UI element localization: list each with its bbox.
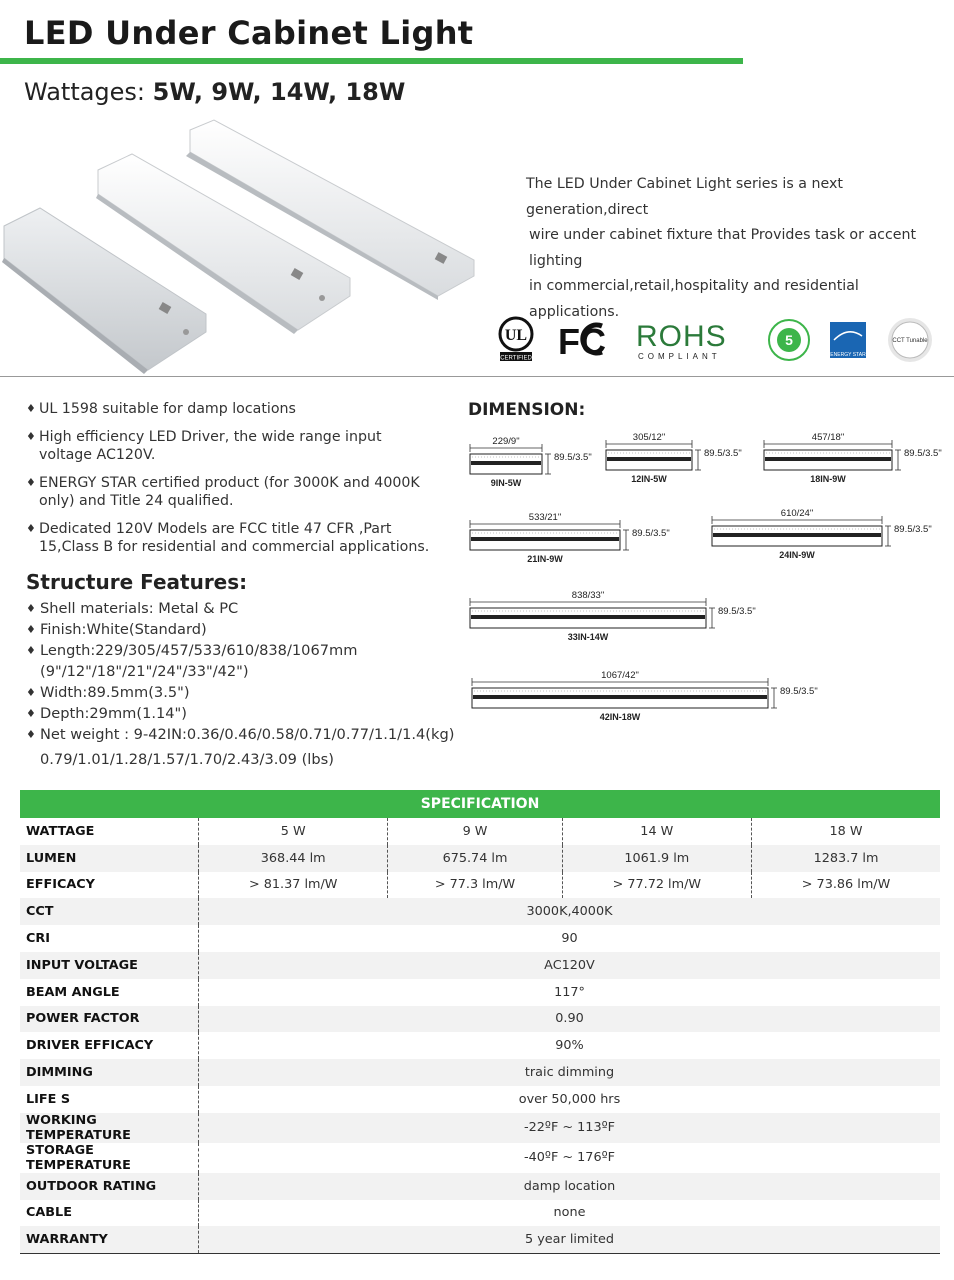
dimension-width-label: 89.5/3.5" [554, 452, 592, 463]
spec-cell: > 81.37 lm/W [199, 872, 388, 899]
intro-line-3: in commercial,retail,hospitality and residential applications. [529, 278, 859, 320]
feature-bullets [26, 400, 436, 566]
cct-tunable-icon [888, 318, 932, 362]
bullet-item: ♦ ENERGY STAR certified product (for 3000K and 4000K only) and Title 24 qualified. [26, 474, 436, 510]
spec-cell: > 73.86 lm/W [752, 872, 940, 899]
spec-cell: 1283.7 lm [752, 845, 940, 872]
dimension-width-label: 89.5/3.5" [718, 606, 756, 617]
spec-label: STORAGE TEMPERATURE [20, 1143, 199, 1173]
bullet-item: ♦ UL 1598 suitable for damp locations [26, 400, 436, 418]
spec-label: WARRANTY [20, 1226, 199, 1253]
dimension-length-label: 838/33" [571, 590, 605, 601]
spec-cell: over 50,000 hrs [199, 1086, 941, 1113]
intro-paragraph [526, 172, 946, 325]
bullet-item: ♦ Dedicated 120V Models are FCC title 47 CFR ,Part 15,Class B for residential and commercial applications. [26, 520, 436, 556]
wattages-values: 5W, 9W, 14W, 18W [152, 78, 406, 106]
table-row [20, 1086, 940, 1113]
dimension-length-label: 1067/42" [601, 670, 639, 681]
ul-logo-text: UL [504, 327, 528, 344]
spec-heading: SPECIFICATION [20, 790, 940, 818]
spec-cell: -40ºF ~ 176ºF [199, 1143, 941, 1173]
specification-table [20, 790, 940, 1254]
spec-cell: 1061.9 lm [562, 845, 751, 872]
spec-label: DIMMING [20, 1059, 199, 1086]
dimension-model-label: 42IN-18W [599, 712, 641, 722]
structure-list [26, 598, 454, 770]
spec-cell: 90 [199, 925, 941, 952]
spec-cell: 18 W [752, 818, 940, 845]
energy-star-logo-icon [830, 322, 866, 358]
table-row [20, 952, 940, 979]
title-underline [0, 58, 743, 64]
dimension-width-label: 89.5/3.5" [894, 524, 932, 535]
spec-label: CCT [20, 898, 199, 925]
spec-cell: 5 W [199, 818, 388, 845]
structure-item: ♦ Net weight : 9-42IN:0.36/0.46/0.58/0.71/0.77/1.1/1.4(kg) [26, 724, 454, 745]
table-row [20, 898, 940, 925]
intro-line-1: The LED Under Cabinet Light series is a next generation,direct [526, 176, 843, 218]
table-row [20, 979, 940, 1006]
structure-item: ♦ Finish:White(Standard) [26, 619, 454, 640]
table-row [20, 845, 940, 872]
spec-cell: 675.74 lm [388, 845, 562, 872]
dimension-model-label: 21IN-9W [527, 554, 563, 564]
cct-tunable-text: CCT Tunable [892, 338, 928, 344]
spec-cell: 14 W [562, 818, 751, 845]
svg-text:5: 5 [785, 332, 793, 348]
table-row [20, 1173, 940, 1200]
table-row [20, 1113, 940, 1143]
fixture-lens [607, 457, 691, 461]
warranty-badge-icon [769, 320, 809, 360]
fixture-lens [765, 457, 891, 461]
rohs-compliant-text: COMPLIANT [638, 352, 721, 361]
dimension-length-label: 457/18" [811, 432, 845, 443]
fixture-lens [471, 461, 541, 465]
dimension-width-label: 89.5/3.5" [904, 448, 942, 459]
table-row [20, 1059, 940, 1086]
spec-cell: 0.90 [199, 1006, 941, 1033]
wattages-label: Wattages: [24, 78, 153, 106]
spec-label: CRI [20, 925, 199, 952]
spec-label: WATTAGE [20, 818, 199, 845]
fcc-logo-icon [558, 321, 606, 362]
table-row [20, 872, 940, 899]
spec-cell: 9 W [388, 818, 562, 845]
structure-item: ♦ Depth:29mm(1.14") [26, 703, 454, 724]
fixture-lens [473, 695, 767, 699]
spec-cell: 368.44 lm [199, 845, 388, 872]
spec-label: LIFE S [20, 1086, 199, 1113]
spec-label: CABLE [20, 1200, 199, 1227]
dimension-width-label: 89.5/3.5" [632, 528, 670, 539]
spec-cell: damp location [199, 1173, 941, 1200]
structure-item: ♦ Shell materials: Metal & PC [26, 598, 454, 619]
dimension-heading: DIMENSION: [468, 400, 586, 420]
fixture-lens [471, 615, 705, 619]
structure-heading: Structure Features: [26, 570, 248, 594]
dimension-model-label: 9IN-5W [490, 478, 522, 488]
dimension-model-label: 33IN-14W [567, 632, 609, 642]
spec-label: EFFICACY [20, 872, 199, 899]
structure-item-continued: (9"/12"/18"/21"/24"/33"/42") [40, 663, 249, 680]
product-image [0, 118, 485, 380]
dimension-width-label: 89.5/3.5" [704, 448, 742, 459]
spec-cell: 5 year limited [199, 1226, 941, 1253]
energy-star-text: ENERGY STAR [830, 352, 866, 358]
bullet-item: ♦ High efficiency LED Driver, the wide range input voltage AC120V. [26, 428, 436, 464]
dimension-length-label: 305/12" [632, 432, 666, 443]
dimension-model-label: 12IN-5W [631, 474, 667, 484]
structure-item: ♦ Length:229/305/457/533/610/838/1067mm [26, 640, 454, 661]
wattages-line [24, 78, 405, 106]
certification-logos [496, 314, 946, 364]
dimension-length-label: 610/24" [780, 508, 814, 519]
dimension-model-label: 18IN-9W [810, 474, 846, 484]
spec-cell: 3000K,4000K [199, 898, 941, 925]
spec-label: BEAM ANGLE [20, 979, 199, 1006]
ul-certified-text: CERTIFIED [500, 355, 532, 362]
dimension-length-label: 533/21" [528, 512, 562, 523]
fixture-lens [713, 533, 881, 537]
table-row [20, 1200, 940, 1227]
rohs-logo-icon [636, 320, 727, 361]
dimension-width-label: 89.5/3.5" [780, 686, 818, 697]
intro-line-2: wire under cabinet fixture that Provides task or accent lighting [529, 227, 917, 269]
dimension-model-label: 24IN-9W [779, 550, 815, 560]
table-row [20, 818, 940, 845]
fcc-logo-text: FC [558, 321, 606, 362]
page-title: LED Under Cabinet Light [24, 14, 474, 52]
structure-item: ♦ Width:89.5mm(3.5") [26, 682, 454, 703]
spec-label: WORKING TEMPERATURE [20, 1113, 199, 1143]
table-row [20, 1032, 940, 1059]
table-row [20, 1143, 940, 1173]
spec-label: DRIVER EFFICACY [20, 1032, 199, 1059]
ul-logo-icon [500, 318, 532, 362]
spec-cell: 117° [199, 979, 941, 1006]
spec-label: POWER FACTOR [20, 1006, 199, 1033]
spec-cell: -22ºF ~ 113ºF [199, 1113, 941, 1143]
table-row [20, 925, 940, 952]
dimension-length-label: 229/9" [492, 436, 520, 447]
section-divider [0, 376, 954, 377]
spec-cell: > 77.72 lm/W [562, 872, 751, 899]
fixture-lens [471, 537, 619, 541]
spec-label: LUMEN [20, 845, 199, 872]
table-row [20, 1006, 940, 1033]
spec-cell: 90% [199, 1032, 941, 1059]
table-row [20, 1226, 940, 1253]
structure-item-continued: 0.79/1.01/1.28/1.57/1.70/2.43/3.09 (lbs) [40, 751, 334, 768]
spec-label: OUTDOOR RATING [20, 1173, 199, 1200]
spec-cell: none [199, 1200, 941, 1227]
rohs-logo-text: ROHS [636, 320, 727, 353]
dimension-drawings [460, 430, 954, 750]
spec-cell: > 77.3 lm/W [388, 872, 562, 899]
spec-cell: traic dimming [199, 1059, 941, 1086]
spec-cell: AC120V [199, 952, 941, 979]
spec-label: INPUT VOLTAGE [20, 952, 199, 979]
